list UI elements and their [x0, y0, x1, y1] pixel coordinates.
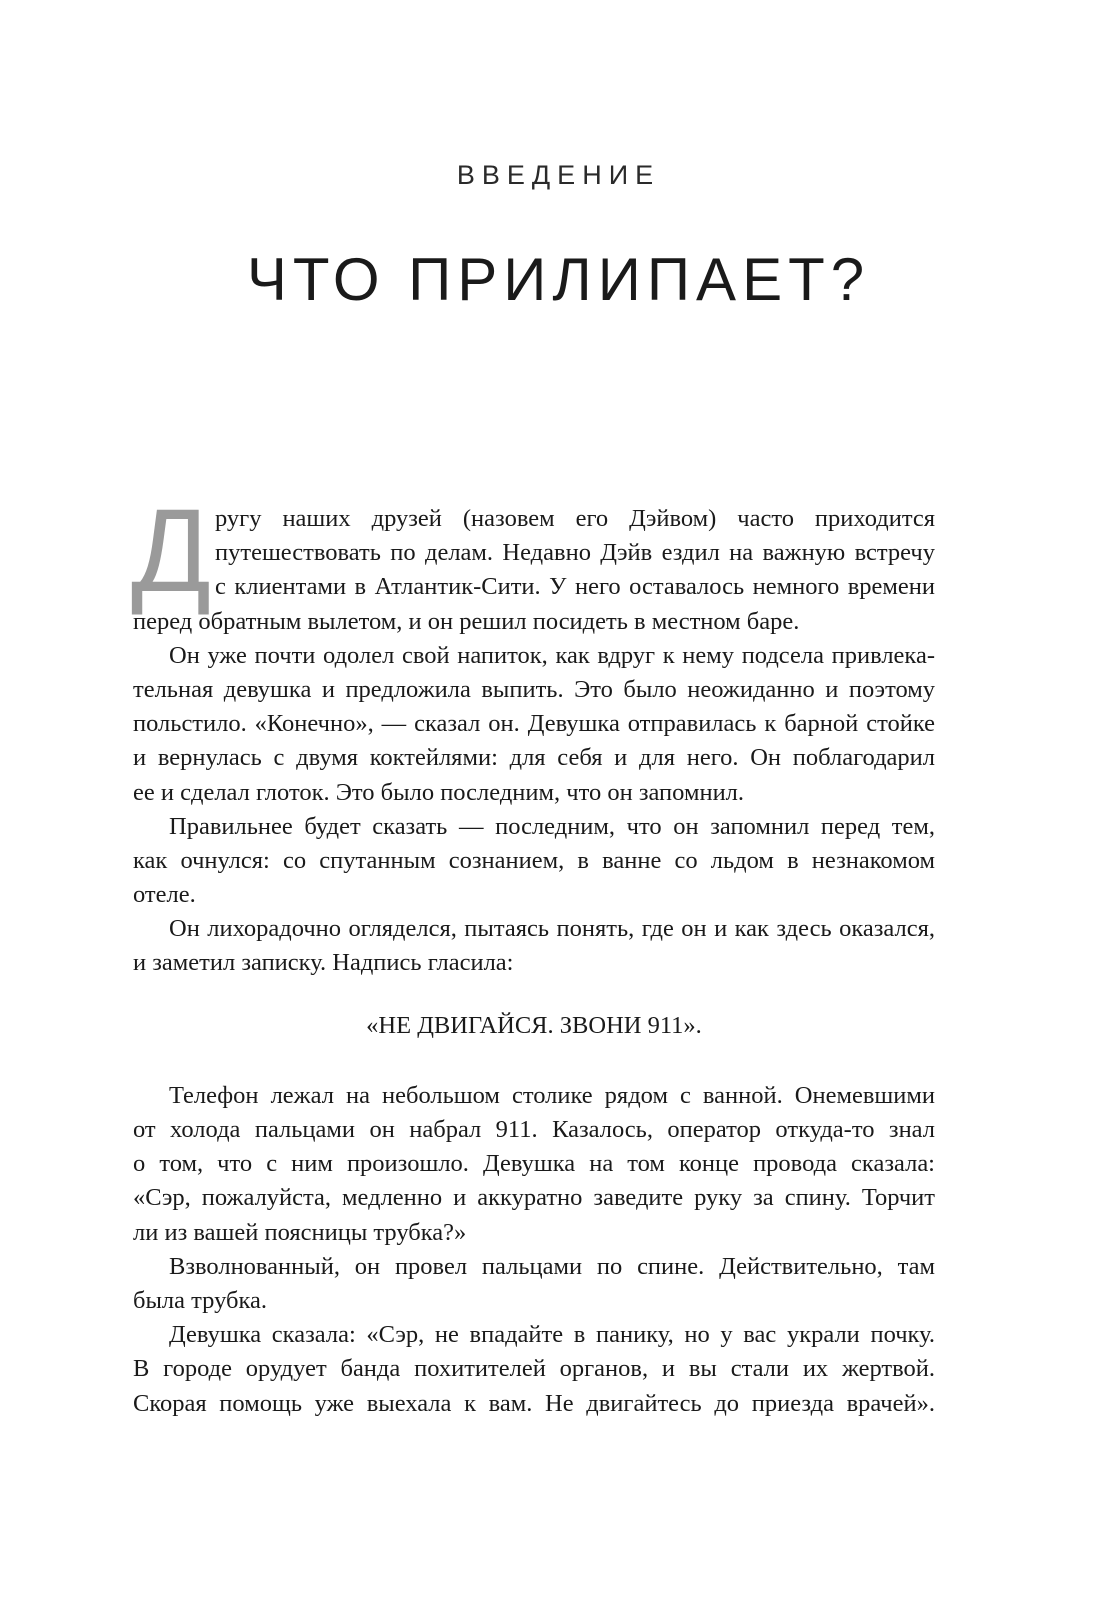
- text-line: В городе орудует банда похитителей органов, и вы стали их жертвой.: [133, 1355, 935, 1383]
- text-line: путешествовать по делам. Недавно Дэйв ездил на важную встречу: [215, 539, 935, 567]
- paragraph-2: [133, 639, 935, 810]
- text-line: и вернулась с двумя коктейлями: для себя и для него. Он поблагодарил: [133, 744, 935, 772]
- text-line: ругу наших друзей (назовем его Дэйвом) часто приходится: [215, 505, 935, 532]
- paragraph-5: [133, 1079, 935, 1250]
- text-line: была трубка.: [133, 1286, 268, 1314]
- paragraph-7: [133, 1318, 935, 1421]
- text-line: перед обратным вылетом, и он решил посидеть в местном баре.: [133, 607, 800, 635]
- note-quote: «НЕ ДВИГАЙСЯ. ЗВОНИ 911».: [366, 1011, 702, 1039]
- text-line: Девушка сказала: «Сэр, не впадайте в панику, но у вас украли почку.: [169, 1321, 935, 1349]
- text-line: о том, что с ним произошло. Девушка на том конце провода сказала:: [133, 1150, 935, 1178]
- body-text: [131, 485, 935, 1421]
- drop-cap: Д: [131, 485, 211, 617]
- text-line: польстило. «Конечно», — сказал он. Девушка отправилась к барной стойке: [133, 710, 935, 738]
- paragraph-3: [133, 810, 935, 913]
- text-line: Скорая помощь уже выехала к вам. Не двигайтесь до приезда врачей».: [133, 1389, 935, 1417]
- chapter-title: ЧТО ПРИЛИПАЕТ?: [246, 246, 871, 313]
- text-line: Правильнее будет сказать — последним, что он запомнил перед тем,: [169, 812, 935, 840]
- text-line: с клиентами в Атлантик-Сити. У него оставалось немного времени: [215, 573, 935, 601]
- section-label: ВВЕДЕНИЕ: [456, 160, 661, 190]
- text-line: «Сэр, пожалуйста, медленно и аккуратно заведите руку за спину. Торчит: [133, 1184, 935, 1212]
- text-line: и заметил записку. Надпись гласила:: [133, 949, 514, 977]
- text-line: Он уже почти одолел свой напиток, как вдруг к нему подсела привлека-: [169, 641, 935, 669]
- paragraph-4: [133, 912, 935, 980]
- text-line: тельная девушка и предложила выпить. Это было неожиданно и поэтому: [133, 675, 935, 703]
- paragraph-6: [133, 1250, 935, 1318]
- text-line: ее и сделал глоток. Это было последним, что он запомнил.: [133, 778, 745, 806]
- text-line: отеле.: [133, 881, 196, 909]
- text-line: Телефон лежал на небольшом столике рядом с ванной. Онемевшими: [169, 1081, 935, 1109]
- text-line: Взволнованный, он провел пальцами по спине. Действительно, там: [169, 1252, 935, 1280]
- text-line: от холода пальцами он набрал 911. Казалось, оператор откуда-то знал: [133, 1116, 935, 1143]
- text-line: Он лихорадочно огляделся, пытаясь понять, где он и как здесь оказался,: [169, 915, 935, 943]
- text-line: ли из вашей поясницы трубка?»: [133, 1218, 467, 1246]
- text-line: как очнулся: со спутанным сознанием, в ванне со льдом в незнакомом: [133, 846, 935, 874]
- paragraph-1: [131, 485, 935, 639]
